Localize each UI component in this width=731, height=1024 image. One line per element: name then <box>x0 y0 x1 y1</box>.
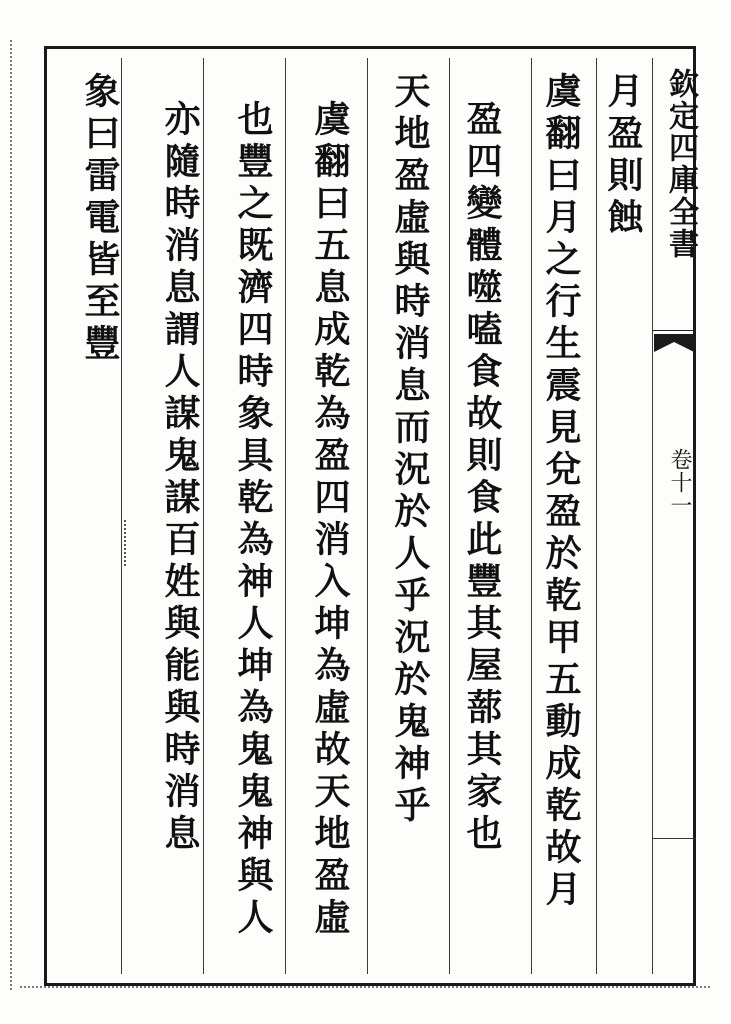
text-column-7: 亦隨時消息謂人謀鬼謀百姓與能與時消息 <box>159 100 201 856</box>
column-rule <box>285 58 286 974</box>
page-left-edge <box>10 40 13 990</box>
fishtail-mark <box>652 330 696 356</box>
margin-strip <box>652 58 696 974</box>
column-rule <box>449 58 450 974</box>
column-rule <box>531 58 532 974</box>
text-column-5: 虞翻曰五息成乾為盈四消入坤為虛故天地盈虛 <box>309 100 351 940</box>
column-rule <box>203 58 204 974</box>
text-column-6: 也豐之既濟四時象具乾為神人坤為鬼鬼神與人 <box>232 100 274 940</box>
juan-number: 卷十一 <box>667 448 692 517</box>
text-column-1: 月盈則蝕 <box>602 72 644 240</box>
book-title: 欽定四庫全書 <box>663 68 698 260</box>
text-column-3: 盈四變體噬嗑食故則食此豐其屋蔀其家也 <box>461 100 503 856</box>
column-rule <box>596 58 597 974</box>
ink-speck <box>124 520 136 566</box>
page-bottom-edge <box>20 986 710 989</box>
text-column-4: 天地盈虛與時消息而況於人乎況於鬼神乎 <box>389 72 431 828</box>
margin-divider <box>652 838 696 839</box>
column-rule <box>367 58 368 974</box>
page-frame <box>44 46 696 986</box>
text-column-8: 象曰雷電皆至豐 <box>79 72 121 366</box>
column-rule <box>121 58 122 974</box>
text-column-2: 虞翻曰月之行生震見兌盈於乾甲五動成乾故月 <box>540 72 582 912</box>
